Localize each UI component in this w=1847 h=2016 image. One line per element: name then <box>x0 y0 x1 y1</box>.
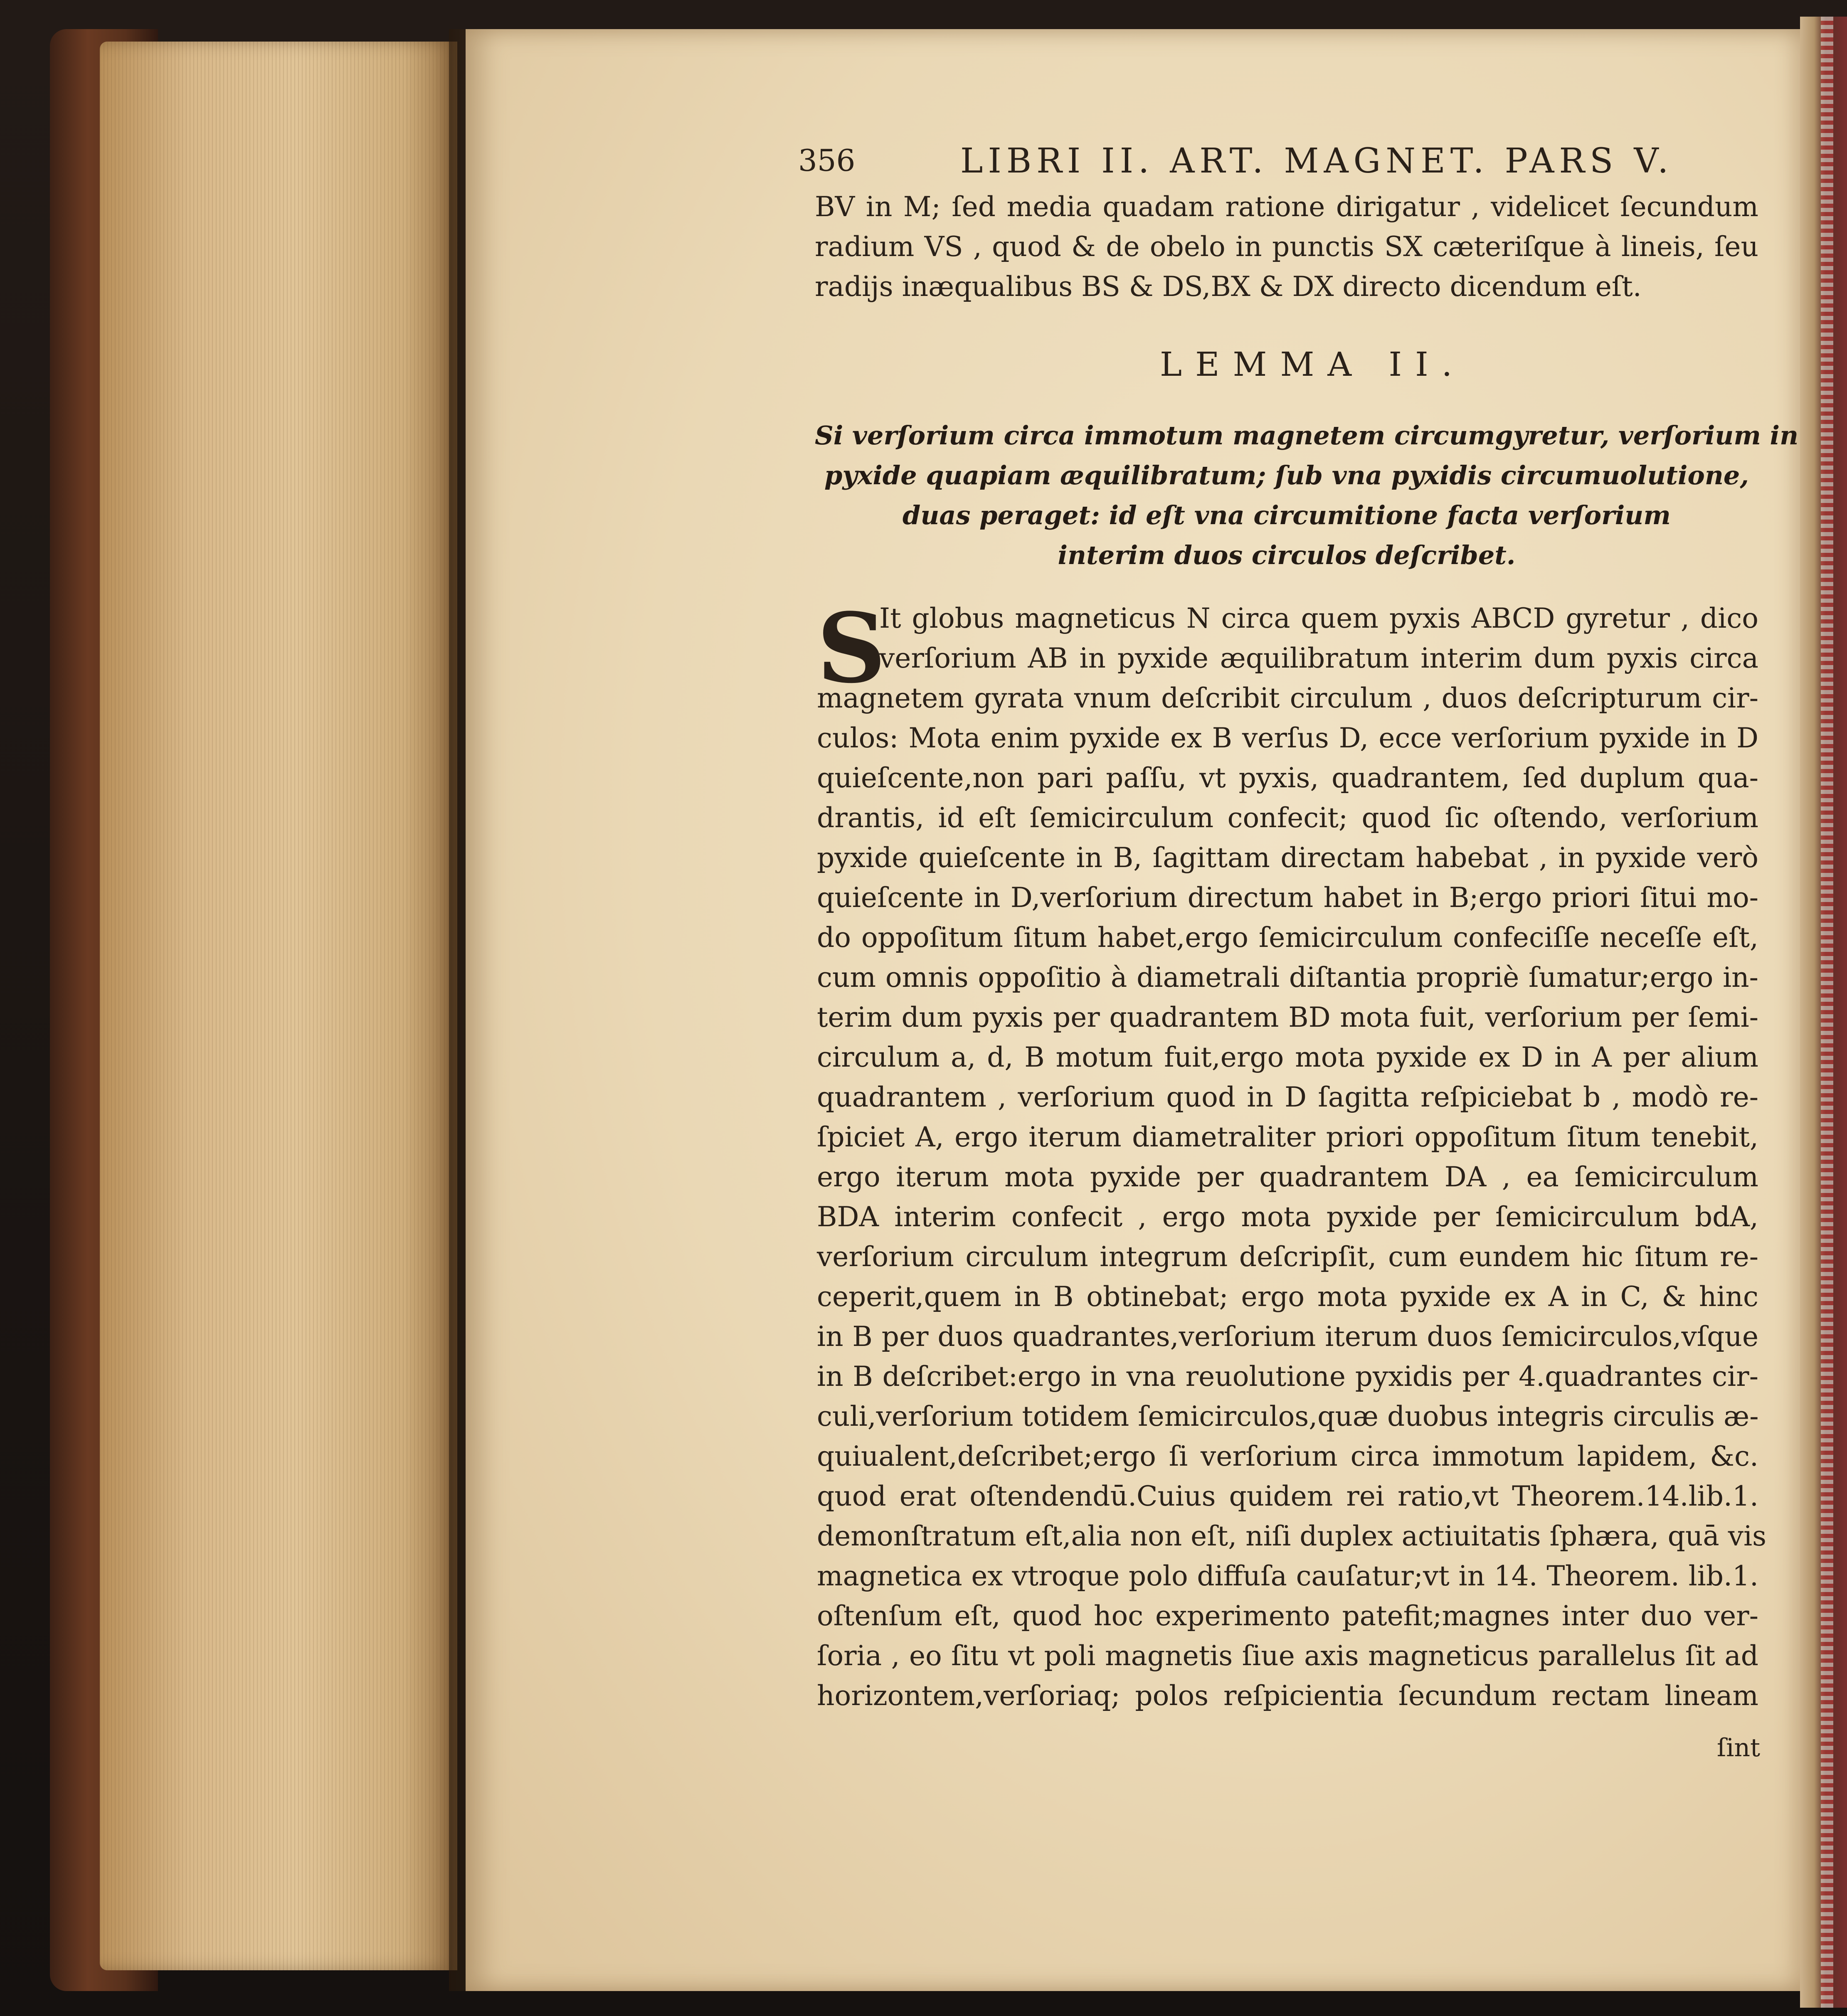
text-line: quieſcente in D,verſorium directum habet in B;ergo priori ſitui mo- <box>817 882 1758 914</box>
text-line: ceperit,quem in B obtinebat; ergo mota pyxide ex A in C, & hinc <box>817 1281 1758 1313</box>
text-line: pyxide quieſcente in B, ſagittam directam habebat , in pyxide verò <box>817 842 1758 874</box>
text-line: ſoria , eo ſitu vt poli magnetis ſiue axis magneticus parallelus ſit ad <box>817 1640 1758 1672</box>
lemma-line: interim duos circulos deſcribet. <box>1058 540 1516 570</box>
text-line: horizontem,verſoriaq; polos reſpicientia ſecundum rectam lineam <box>817 1680 1758 1712</box>
text-line: in B per duos quadrantes,verſorium iterum duos ſemicirculos,vſque <box>817 1321 1758 1353</box>
text-line: circulum a, d, B motum fuit,ergo mota pyxide ex D in A per alium <box>817 1041 1758 1073</box>
running-head: LIBRI II. ART. MAGNET. PARS V. <box>960 141 1674 181</box>
text-line: quiualent,deſcribet;ergo ſi verſorium circa immotum lapidem, &c. <box>817 1440 1758 1472</box>
text-line: quod erat oſtendendū.Cuius quidem rei ratio,vt Theorem.14.lib.1. <box>817 1480 1758 1512</box>
text-line: radijs inæqualibus BS & DS,BX & DX directo dicendum eſt. <box>815 271 1642 303</box>
text-line: oſtenſum eſt, quod hoc experimento patefit;magnes inter duo ver- <box>817 1600 1758 1632</box>
text-line: magnetem gyrata vnum deſcribit circulum , duos deſcripturum cir- <box>817 682 1758 714</box>
lemma-line: Si verſorium circa immotum magnetem circumgyretur, verſorium in <box>815 420 1799 451</box>
lemma-line: pyxide quapiam æquilibratum; ſub vna pyxidis circumuolutione, <box>824 460 1749 490</box>
drop-cap: S <box>817 592 886 705</box>
text-line: It globus magneticus N circa quem pyxis ABCD gyretur , dico <box>879 602 1758 634</box>
main-paragraph <box>817 592 1766 1716</box>
text-line: BDA interim confecit , ergo mota pyxide per ſemicirculum bdA, <box>817 1201 1758 1233</box>
text-line: drantis, id eſt ſemicirculum confecit; quod ſic oſtendo, verſorium <box>817 802 1758 834</box>
text-line: terim dum pyxis per quadrantem BD mota fuit, verſorium per ſemi- <box>817 1001 1758 1033</box>
page-edges <box>100 42 457 1970</box>
lemma-heading: LEMMA II. <box>1160 345 1466 384</box>
text-line: in B deſcribet:ergo in vna reuolutione pyxidis per 4.quadrantes cir- <box>817 1360 1758 1392</box>
text-line: do oppoſitum ſitum habet,ergo ſemicirculum confeciſſe neceſſe eſt, <box>817 922 1758 954</box>
text-line: quadrantem , verſorium quod in D ſagitta reſpiciebat b , modò re- <box>817 1081 1758 1113</box>
text-line: magnetica ex vtroque polo diffuſa cauſatur;vt in 14. Theorem. lib.1. <box>817 1560 1758 1592</box>
text-line: radium VS , quod & de obelo in punctis SX cæteriſque à lineis, ſeu <box>815 231 1758 263</box>
intro-paragraph <box>815 187 1758 307</box>
text-line: quieſcente,non pari paſſu, vt pyxis, quadrantem, ſed duplum qua- <box>817 762 1758 794</box>
catchword: ſint <box>1717 1733 1761 1762</box>
text-line: culos: Mota enim pyxide ex B verſus D, ecce verſorium pyxide in D <box>817 722 1758 754</box>
text-line: verſorium AB in pyxide æquilibratum interim dum pyxis circa <box>879 642 1758 674</box>
text-line: ſpiciet A, ergo iterum diametraliter priori oppoſitum ſitum tenebit, <box>817 1121 1758 1153</box>
text-line: demonſtratum eſt,alia non eſt, niſi duplex actiuitatis ſphæra, quā vis <box>817 1520 1766 1552</box>
text-line: culi,verſorium totidem ſemicirculos,quæ duobus integris circulis æ- <box>817 1400 1759 1432</box>
page-number: 356 <box>798 143 856 178</box>
lemma-line: duas peraget: id eſt vna circumitione facta verſorium <box>903 500 1671 530</box>
text-line: ergo iterum mota pyxide per quadrantem DA , ea ſemicirculum <box>817 1161 1758 1193</box>
lemma-statement <box>815 416 1799 575</box>
text-line: verſorium circulum integrum deſcripſit, cum eundem hic ſitum re- <box>817 1241 1758 1273</box>
text-line: cum omnis oppoſitio à diametrali diſtantia propriè ſumatur;ergo in- <box>817 961 1758 993</box>
headband-stitching <box>1821 17 1833 2008</box>
text-line: BV in M; ſed media quadam ratione dirigatur , videlicet ſecundum <box>815 191 1758 223</box>
